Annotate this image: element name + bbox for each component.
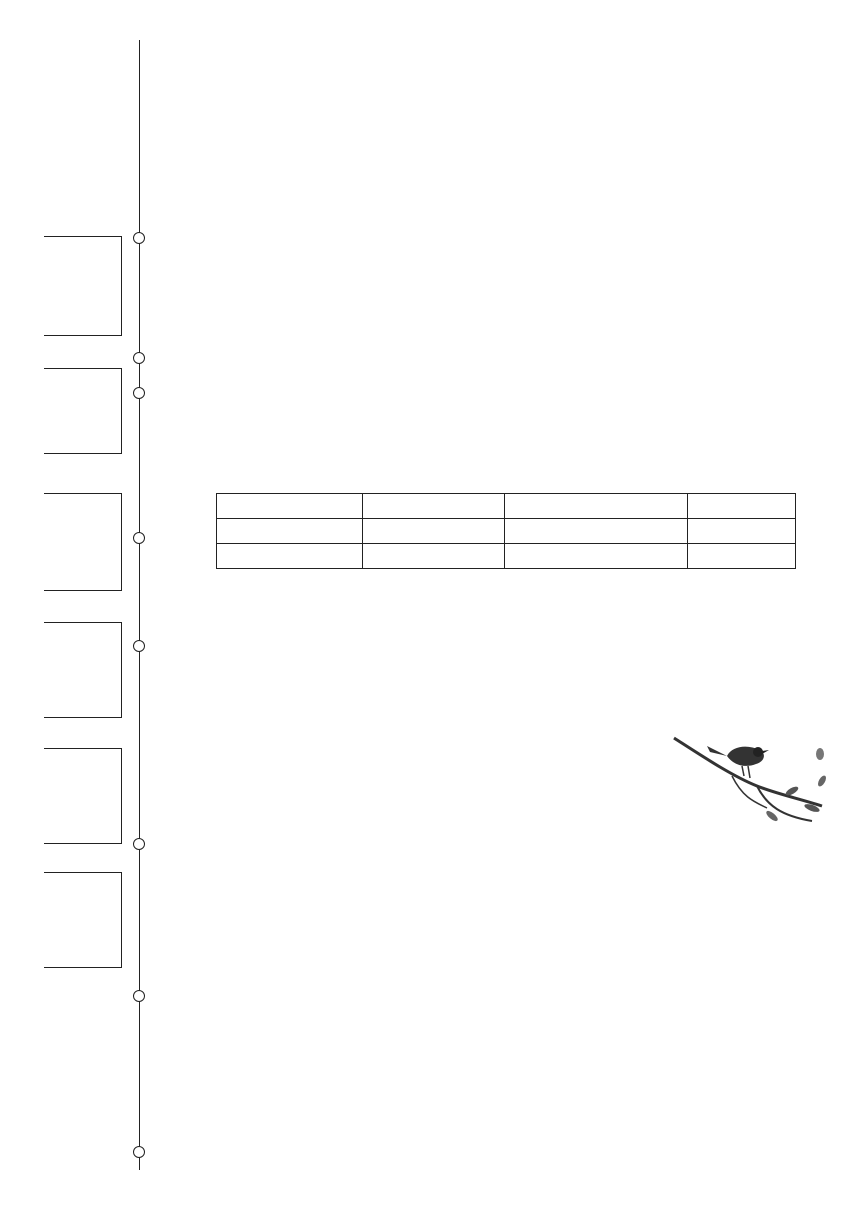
info-box-class — [44, 622, 122, 718]
binding-circle — [133, 387, 145, 399]
table-cell — [362, 519, 505, 544]
binding-circle — [133, 838, 145, 850]
table-cell — [688, 544, 796, 569]
table-header-cell — [362, 494, 505, 519]
binding-circle — [133, 640, 145, 652]
binding-circle — [133, 532, 145, 544]
binding-circle — [133, 232, 145, 244]
info-box-name — [44, 493, 122, 591]
table-cell — [362, 544, 505, 569]
binding-circle — [133, 1146, 145, 1158]
table-cell — [217, 544, 363, 569]
table-cell — [505, 519, 688, 544]
table-row — [217, 544, 796, 569]
info-box-district — [44, 236, 122, 336]
info-box-school — [44, 368, 122, 454]
info-box-exam-room — [44, 748, 122, 844]
table-cell — [505, 544, 688, 569]
table-row — [217, 519, 796, 544]
info-box-seat — [44, 872, 122, 968]
q3-experiment-table — [216, 493, 796, 569]
table-cell — [217, 519, 363, 544]
binding-circle — [133, 990, 145, 1002]
table-header-cell — [688, 494, 796, 519]
table-header-row — [217, 494, 796, 519]
bird-on-branch-image — [672, 736, 832, 826]
table-cell — [688, 519, 796, 544]
binding-circle — [133, 352, 145, 364]
table-header-cell — [217, 494, 363, 519]
table-header-cell — [505, 494, 688, 519]
